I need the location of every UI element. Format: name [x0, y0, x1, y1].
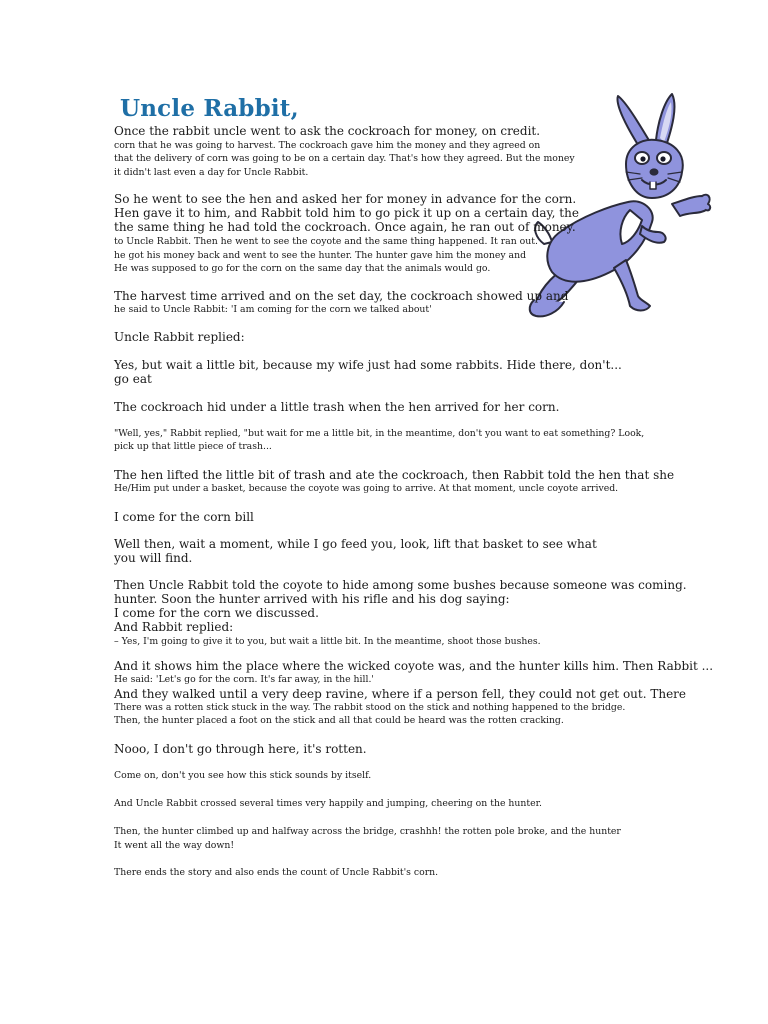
text-line: Once the rabbit uncle went to ask the cockroach for money, on credit.: [114, 124, 541, 138]
text-line: to Uncle Rabbit. Then he went to see the coyote and the same thing happened. It ran out.: [114, 236, 538, 247]
text-line: There was a rotten stick stuck in the way. The rabbit stood on the stick and nothing happened to the bridge.: [114, 702, 626, 713]
text-line: There ends the story and also ends the count of Uncle Rabbit's corn.: [114, 867, 439, 878]
text-line: Come on, don't you see how this stick sounds by itself.: [114, 770, 372, 781]
story-title: Uncle Rabbit,: [120, 95, 299, 122]
text-line: And Uncle Rabbit crossed several times very happily and jumping, cheering on the hunter.: [114, 798, 542, 809]
text-line: Nooo, I don't go through here, it's rotten.: [114, 742, 367, 756]
text-line: Yes, but wait a little bit, because my wife just had some rabbits. Hide there, don't...: [114, 358, 622, 372]
text-line: – Yes, I'm going to give it to you, but wait a little bit. In the meantime, shoot those bushes.: [114, 636, 541, 647]
text-line: corn that he was going to harvest. The cockroach gave him the money and they agreed on: [114, 140, 541, 151]
text-line: he got his money back and went to see the hunter. The hunter gave him the money and: [114, 250, 527, 261]
text-line: Hen gave it to him, and Rabbit told him to go pick it up on a certain day, the: [114, 206, 579, 220]
text-line: I come for the corn we discussed.: [114, 606, 319, 620]
text-line: It went all the way down!: [114, 840, 235, 851]
text-line: he said to Uncle Rabbit: 'I am coming for the corn we talked about': [114, 304, 432, 315]
text-line: it didn't last even a day for Uncle Rabbit.: [114, 167, 309, 178]
text-line: He/Him put under a basket, because the coyote was going to arrive. At that moment, uncle coyote arrived.: [114, 483, 619, 494]
text-line: Uncle Rabbit replied:: [114, 330, 245, 344]
text-line: He was supposed to go for the corn on the same day that the animals would go.: [114, 263, 491, 274]
text-line: I come for the corn bill: [114, 510, 254, 524]
text-line: Then Uncle Rabbit told the coyote to hide among some bushes because someone was coming.: [114, 578, 687, 592]
text-line: hunter. Soon the hunter arrived with his rifle and his dog saying:: [114, 592, 510, 606]
text-line: go eat: [114, 372, 152, 386]
text-line: And Rabbit replied:: [114, 620, 234, 634]
text-line: the same thing he had told the cockroach. Once again, he ran out of money.: [114, 220, 576, 234]
text-line: Then, the hunter placed a foot on the stick and all that could be heard was the rotten cracking.: [114, 715, 564, 726]
text-line: "Well, yes," Rabbit replied, "but wait for me a little bit, in the meantime, don't you want to eat something? Look,: [114, 428, 645, 439]
text-line: And it shows him the place where the wicked coyote was, and the hunter kills him. Then Rabbit ...: [114, 659, 714, 673]
text-line: The hen lifted the little bit of trash and ate the cockroach, then Rabbit told the hen that she: [114, 468, 675, 482]
text-line: that the delivery of corn was going to be on a certain day. That's how they agreed. But the money: [114, 153, 575, 164]
text-line: pick up that little piece of trash...: [114, 441, 272, 452]
text-line: The harvest time arrived and on the set day, the cockroach showed up and: [114, 289, 569, 303]
text-line: The cockroach hid under a little trash when the hen arrived for her corn.: [114, 400, 560, 414]
text-line: you will find.: [114, 551, 193, 565]
text-line: Then, the hunter climbed up and halfway across the bridge, crashhh! the rotten pole broke, and the hunter: [114, 826, 621, 837]
text-line: Well then, wait a moment, while I go feed you, look, lift that basket to see what: [114, 537, 597, 551]
text-line: He said: 'Let's go for the corn. It's far away, in the hill.': [114, 674, 374, 685]
text-line: And they walked until a very deep ravine, where if a person fell, they could not get out. There: [114, 687, 687, 701]
text-line: So he went to see the hen and asked her for money in advance for the corn.: [114, 192, 577, 206]
